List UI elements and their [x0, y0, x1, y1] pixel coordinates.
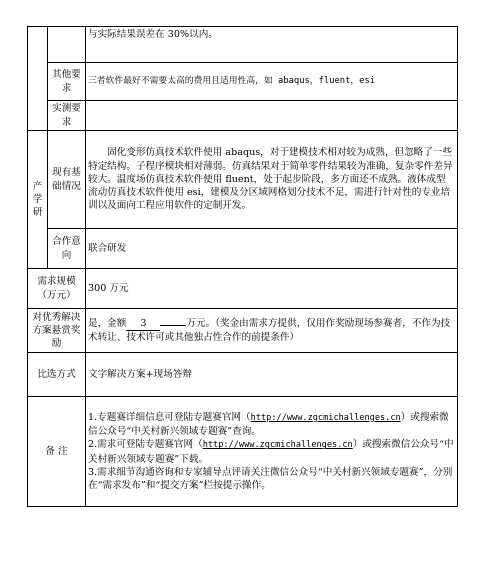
method-label: 比选方式 — [28, 353, 86, 397]
row-notes — [28, 397, 458, 507]
method-text: 文字解决方案+现场答辩 — [86, 353, 458, 397]
cell-group-empty — [28, 27, 48, 131]
row-test-requirements — [28, 101, 458, 131]
note-1 — [88, 411, 455, 438]
cooperation-label: 合作意向 — [48, 229, 86, 269]
industry-group-label: 产学研 — [28, 131, 48, 269]
award-blank-line — [160, 325, 186, 326]
award-suffix: 万元。（奖金由需求方提供，仅用作奖励现场参赛者，不作为技术转让、技术许可或其他独占性合作的前提条件） — [88, 317, 451, 343]
note-1-pre: 1.专题赛详细信息可登陆专题赛官网（ — [88, 411, 251, 423]
row-scale — [28, 269, 458, 309]
note-2 — [88, 438, 455, 465]
cooperation-text: 联合研发 — [86, 229, 458, 269]
note-3: 3.需求细节沟通咨询和专家辅导点评请关注微信公众号“中关村新兴领域专题赛”，分别在“需求发布”和“提交方案”栏按提示操作。 — [88, 466, 453, 491]
accuracy-text: 与实际结果误差在 30%以内。 — [86, 27, 458, 63]
row-accuracy — [28, 27, 458, 63]
other-requirements-text: 三者软件最好不需要太高的费用且适用性高，如 abaqus，fluent，esi — [86, 63, 458, 101]
scale-text: 300 万元 — [86, 269, 458, 309]
row-cooperation — [28, 229, 458, 269]
award-amount: 3 — [126, 317, 160, 331]
other-requirements-label: 其他要求 — [48, 63, 86, 101]
cell-accuracy-label — [48, 27, 86, 63]
note-2-post: ）或搜索微信公众号“中关村新兴领域专题赛”下载。 — [88, 439, 454, 465]
scale-label: 需求规模（万元） — [28, 269, 86, 309]
note-2-link[interactable]: http://www.zgcmichallenges.cn — [202, 440, 353, 451]
existing-basis-cell — [86, 131, 458, 229]
test-requirements-label: 实测要求 — [48, 101, 86, 131]
requirements-table — [27, 26, 458, 507]
row-method — [28, 353, 458, 397]
test-requirements-text — [86, 101, 458, 131]
award-prefix: 是，金额 — [88, 317, 127, 329]
notes-cell — [86, 397, 458, 507]
award-cell — [86, 309, 458, 353]
note-1-post: ）或搜索微信公众号“中关村新兴领域专题赛”查询。 — [88, 411, 449, 438]
award-label: 对优秀解决方案悬赏奖励 — [28, 309, 86, 353]
notes-label: 备 注 — [28, 397, 86, 507]
row-award — [28, 309, 458, 353]
row-existing-basis — [28, 131, 458, 229]
note-1-link[interactable]: http://www.zgcmichallenges.cn — [250, 412, 401, 423]
existing-basis-text: 固化变形仿真技术软件使用 abaqus，对于建模技术相对较为成熟，但忽略了一些特定结构。子程序模块相对薄弱。仿真结果对于简单零件结果较为准确，复杂零件差异较大。温度场仿真技术软件使用 fluent，处于起步阶段，多方面还不成熟。液体成型流动仿真技术软件使用 esi，建模及分区域网格划分技术不足，需进行针对性的专业培训以及面向工程应用软件的定制开发。 — [88, 147, 453, 212]
note-2-pre: 2.需求可登陆专题赛官网（ — [88, 439, 203, 451]
row-other-requirements — [28, 63, 458, 101]
existing-basis-label: 现有基础情况 — [48, 131, 86, 229]
